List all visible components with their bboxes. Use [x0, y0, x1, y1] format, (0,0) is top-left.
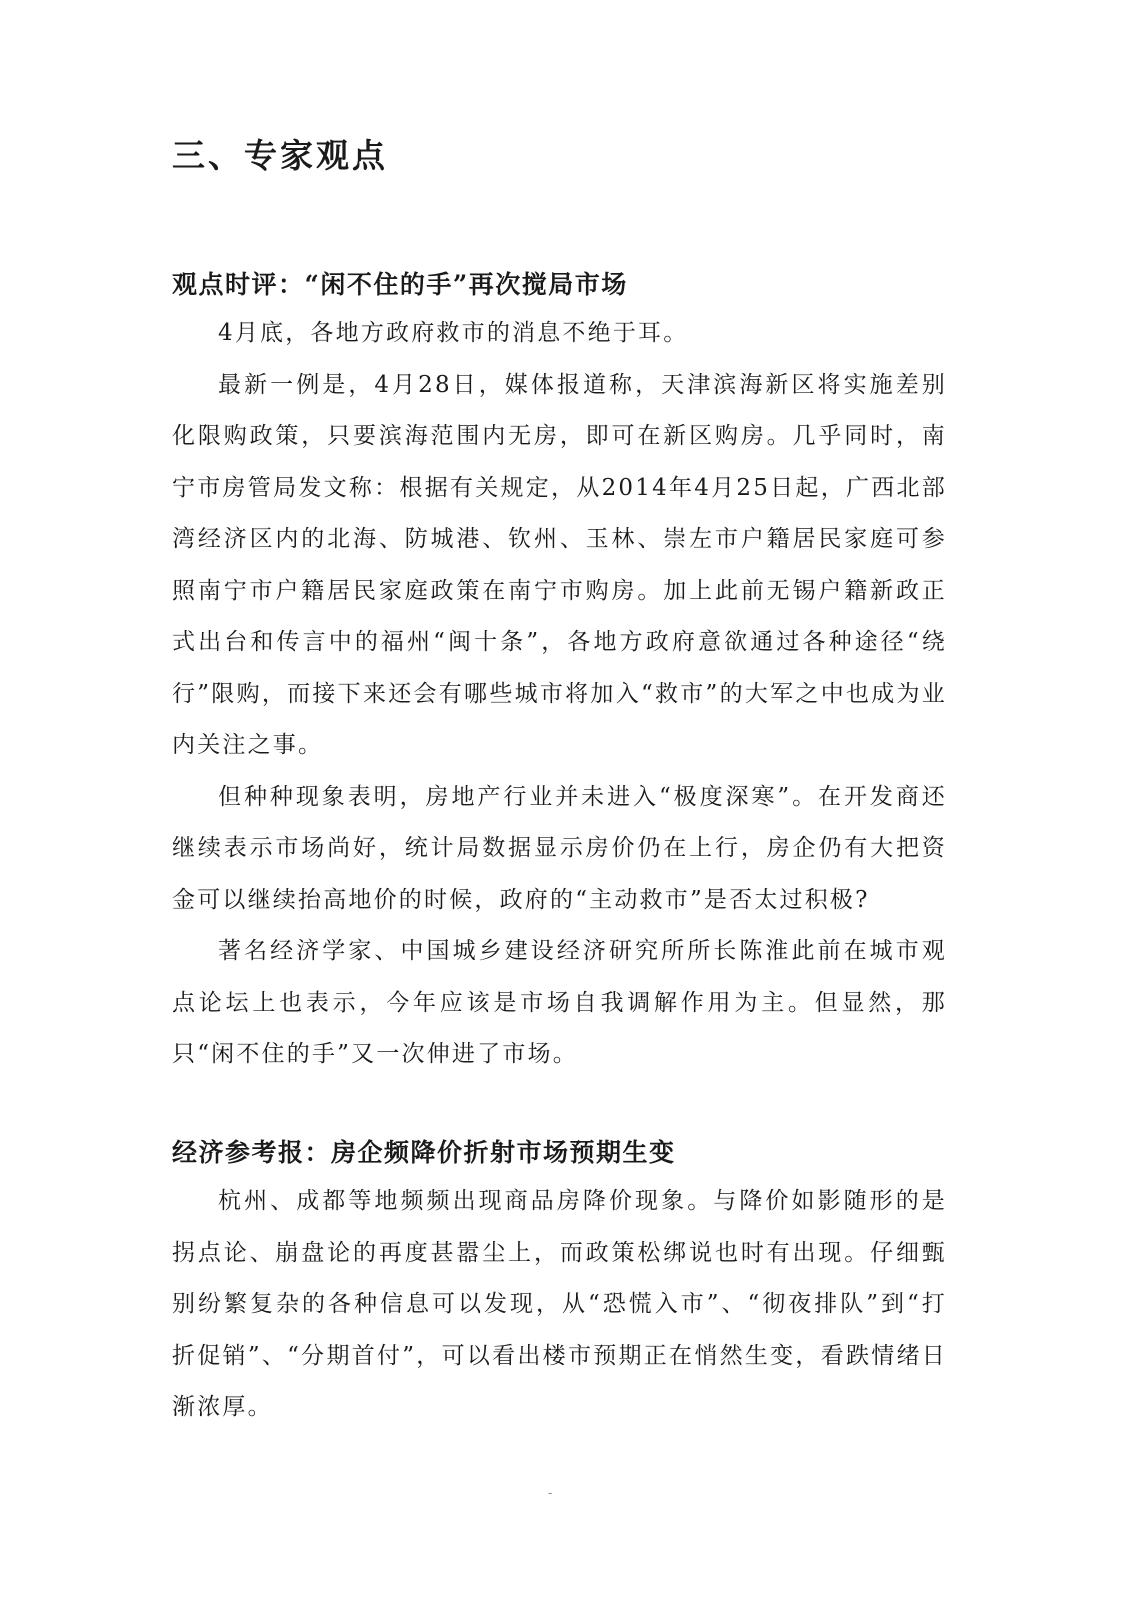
- article-title: 观点时评：“闲不住的手”再次搅局市场: [172, 270, 628, 299]
- section-title: 三、专家观点: [172, 136, 388, 175]
- page-number-mark: -: [548, 1486, 553, 1500]
- article-paragraph: 但种种现象表明，房地产行业并未进入“极度深寒”。在开发商还继续表示市场尚好，统计局数据显示房价仍在上行，房企仍有大把资金可以继续抬高地价的时候，政府的“主动救市”是否太过积极?: [172, 783, 947, 913]
- article-paragraph: 著名经济学家、中国城乡建设经济研究所所长陈淮此前在城市观点论坛上也表示，今年应该是市场自我调解作用为主。但显然，那只“闲不住的手”又一次伸进了市场。: [172, 938, 947, 1067]
- article-paragraph: 杭州、成都等地频频出现商品房降价现象。与降价如影随形的是拐点论、崩盘论的再度甚嚣尘上，而政策松绑说也时有出现。仔细甄别纷繁复杂的各种信息可以发现，从“恐慌入市”、“彻夜排队”到“打折促销”、“分期首付”，可以看出楼市预期正在悄然生变，看跌情绪日渐浓厚。: [172, 1188, 947, 1420]
- article-guandian-shiping: [172, 262, 947, 1081]
- article-paragraph: 4月底，各地方政府救市的消息不绝于耳。: [218, 320, 689, 346]
- article-paragraph: 最新一例是，4月28日，媒体报道称，天津滨海新区将实施差别化限购政策，只要滨海范围内无房，即可在新区购房。几乎同时，南宁市房管局发文称：根据有关规定，从2014年4月25日起，广西北部湾经济区内的北海、防城港、钦州、玉林、崇左市户籍居民家庭可参照南宁市户籍居民家庭政策在南宁市购房。加上此前无锡户籍新政正式出台和传言中的福州“闽十条”，各地方政府意欲通过各种途径“绕行”限购，而接下来还会有哪些城市将加入“救市”的大军之中也成为业内关注之事。: [172, 371, 947, 758]
- article-jingji-cankaobao: [172, 1130, 947, 1434]
- article-title: 经济参考报：房企频降价折射市场预期生变: [172, 1138, 676, 1167]
